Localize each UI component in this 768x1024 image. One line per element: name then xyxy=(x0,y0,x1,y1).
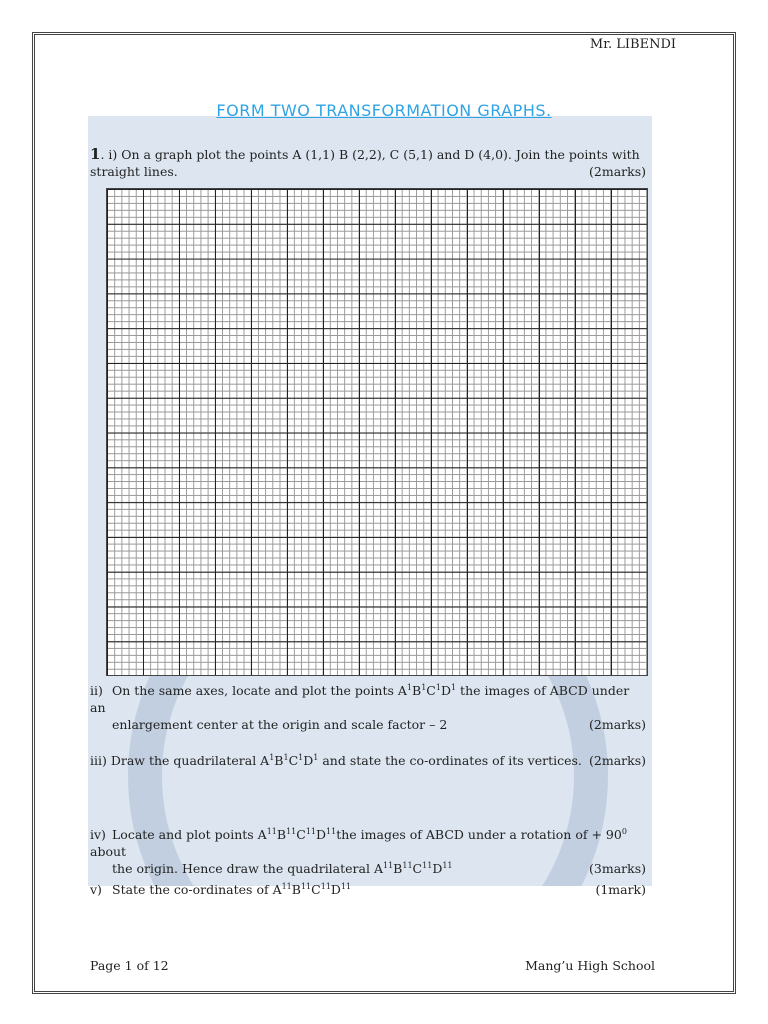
part-iv-text-d: the origin. Hence draw the quadrilateral A xyxy=(112,861,383,876)
part-ii-label: ii) xyxy=(90,683,103,698)
sup: 1 xyxy=(435,682,441,692)
sup: 11 xyxy=(286,826,297,836)
sup: 1 xyxy=(298,752,304,762)
part-ii-line2: enlargement center at the origin and scale factor – 2 xyxy=(112,717,448,732)
letter: D xyxy=(316,827,327,842)
sup: 11 xyxy=(266,826,277,836)
letter: B xyxy=(276,827,287,842)
question-1-part-iii xyxy=(90,752,646,769)
part-iii-label: iii) xyxy=(90,753,107,768)
question-1-text-line1: . i) On a graph plot the points A (1,1) B (2,2), C (5,1) and D (4,0). Join the points with xyxy=(100,147,640,162)
sup: 11 xyxy=(320,881,331,891)
letter: C xyxy=(311,882,321,897)
letter: C xyxy=(426,683,436,698)
part-iv-text-a: Locate and plot points A xyxy=(112,827,267,842)
question-1-text-line2: straight lines. xyxy=(90,164,178,179)
letter: B xyxy=(274,753,284,768)
question-1-part-iv xyxy=(90,826,646,877)
part-ii-text-a: On the same axes, locate and plot the points A xyxy=(112,683,407,698)
part-iv-marks: (3marks) xyxy=(589,861,646,876)
author-name: Mr. LIBENDI xyxy=(589,37,676,52)
sup: 11 xyxy=(422,860,433,870)
sup: 11 xyxy=(326,826,337,836)
sup: 1 xyxy=(313,752,319,762)
sup: 0 xyxy=(621,826,627,836)
part-iv-text-b: the images of ABCD under a rotation of + 90 xyxy=(336,827,622,842)
part-iii-text-b: and state the co-ordinates of its vertices. xyxy=(318,753,582,768)
letter: D xyxy=(440,683,451,698)
sup: 11 xyxy=(281,881,292,891)
school-name: Mang’u High School xyxy=(525,958,655,973)
sup: 1 xyxy=(421,682,427,692)
part-v-label: v) xyxy=(90,882,102,897)
sup: 11 xyxy=(340,881,352,891)
question-1-marks: (2marks) xyxy=(589,164,646,179)
sup: 11 xyxy=(402,860,413,870)
question-1 xyxy=(90,146,646,180)
part-ii-text-b: the images of ABCD under an xyxy=(90,683,630,715)
letter: C xyxy=(296,827,306,842)
part-ii-marks: (2marks) xyxy=(589,717,646,732)
sup: 11 xyxy=(305,826,317,836)
sup: 11 xyxy=(442,860,453,870)
part-iii-marks: (2marks) xyxy=(589,753,646,768)
page-number: Page 1 of 12 xyxy=(90,958,169,973)
sup: 1 xyxy=(283,752,289,762)
sup: 1 xyxy=(450,682,457,692)
question-1-part-ii xyxy=(90,682,646,733)
part-iii-text-a: Draw the quadrilateral A xyxy=(110,753,270,768)
page-title: FORM TWO TRANSFORMATION GRAPHS. xyxy=(216,101,552,120)
sup: 11 xyxy=(300,881,312,891)
part-v-text: State the co-ordinates of A xyxy=(112,882,282,897)
question-number: 1 xyxy=(90,145,101,163)
graph-paper-grid[interactable] xyxy=(106,188,648,676)
sup: 1 xyxy=(269,752,275,762)
letter: B xyxy=(291,882,301,897)
letter: D xyxy=(330,882,341,897)
letter: D xyxy=(432,861,443,876)
letter: C xyxy=(412,861,423,876)
letter: B xyxy=(412,683,422,698)
part-iv-label: iv) xyxy=(90,827,106,842)
sup: 11 xyxy=(382,860,394,870)
sup: 1 xyxy=(406,682,412,692)
part-iv-line2 xyxy=(90,861,453,876)
question-1-part-v xyxy=(90,881,646,898)
letter: B xyxy=(393,861,403,876)
part-iv-text-c: about xyxy=(90,844,127,859)
part-v-marks: (1mark) xyxy=(595,882,646,897)
letter: C xyxy=(288,753,299,768)
letter: D xyxy=(303,753,314,768)
